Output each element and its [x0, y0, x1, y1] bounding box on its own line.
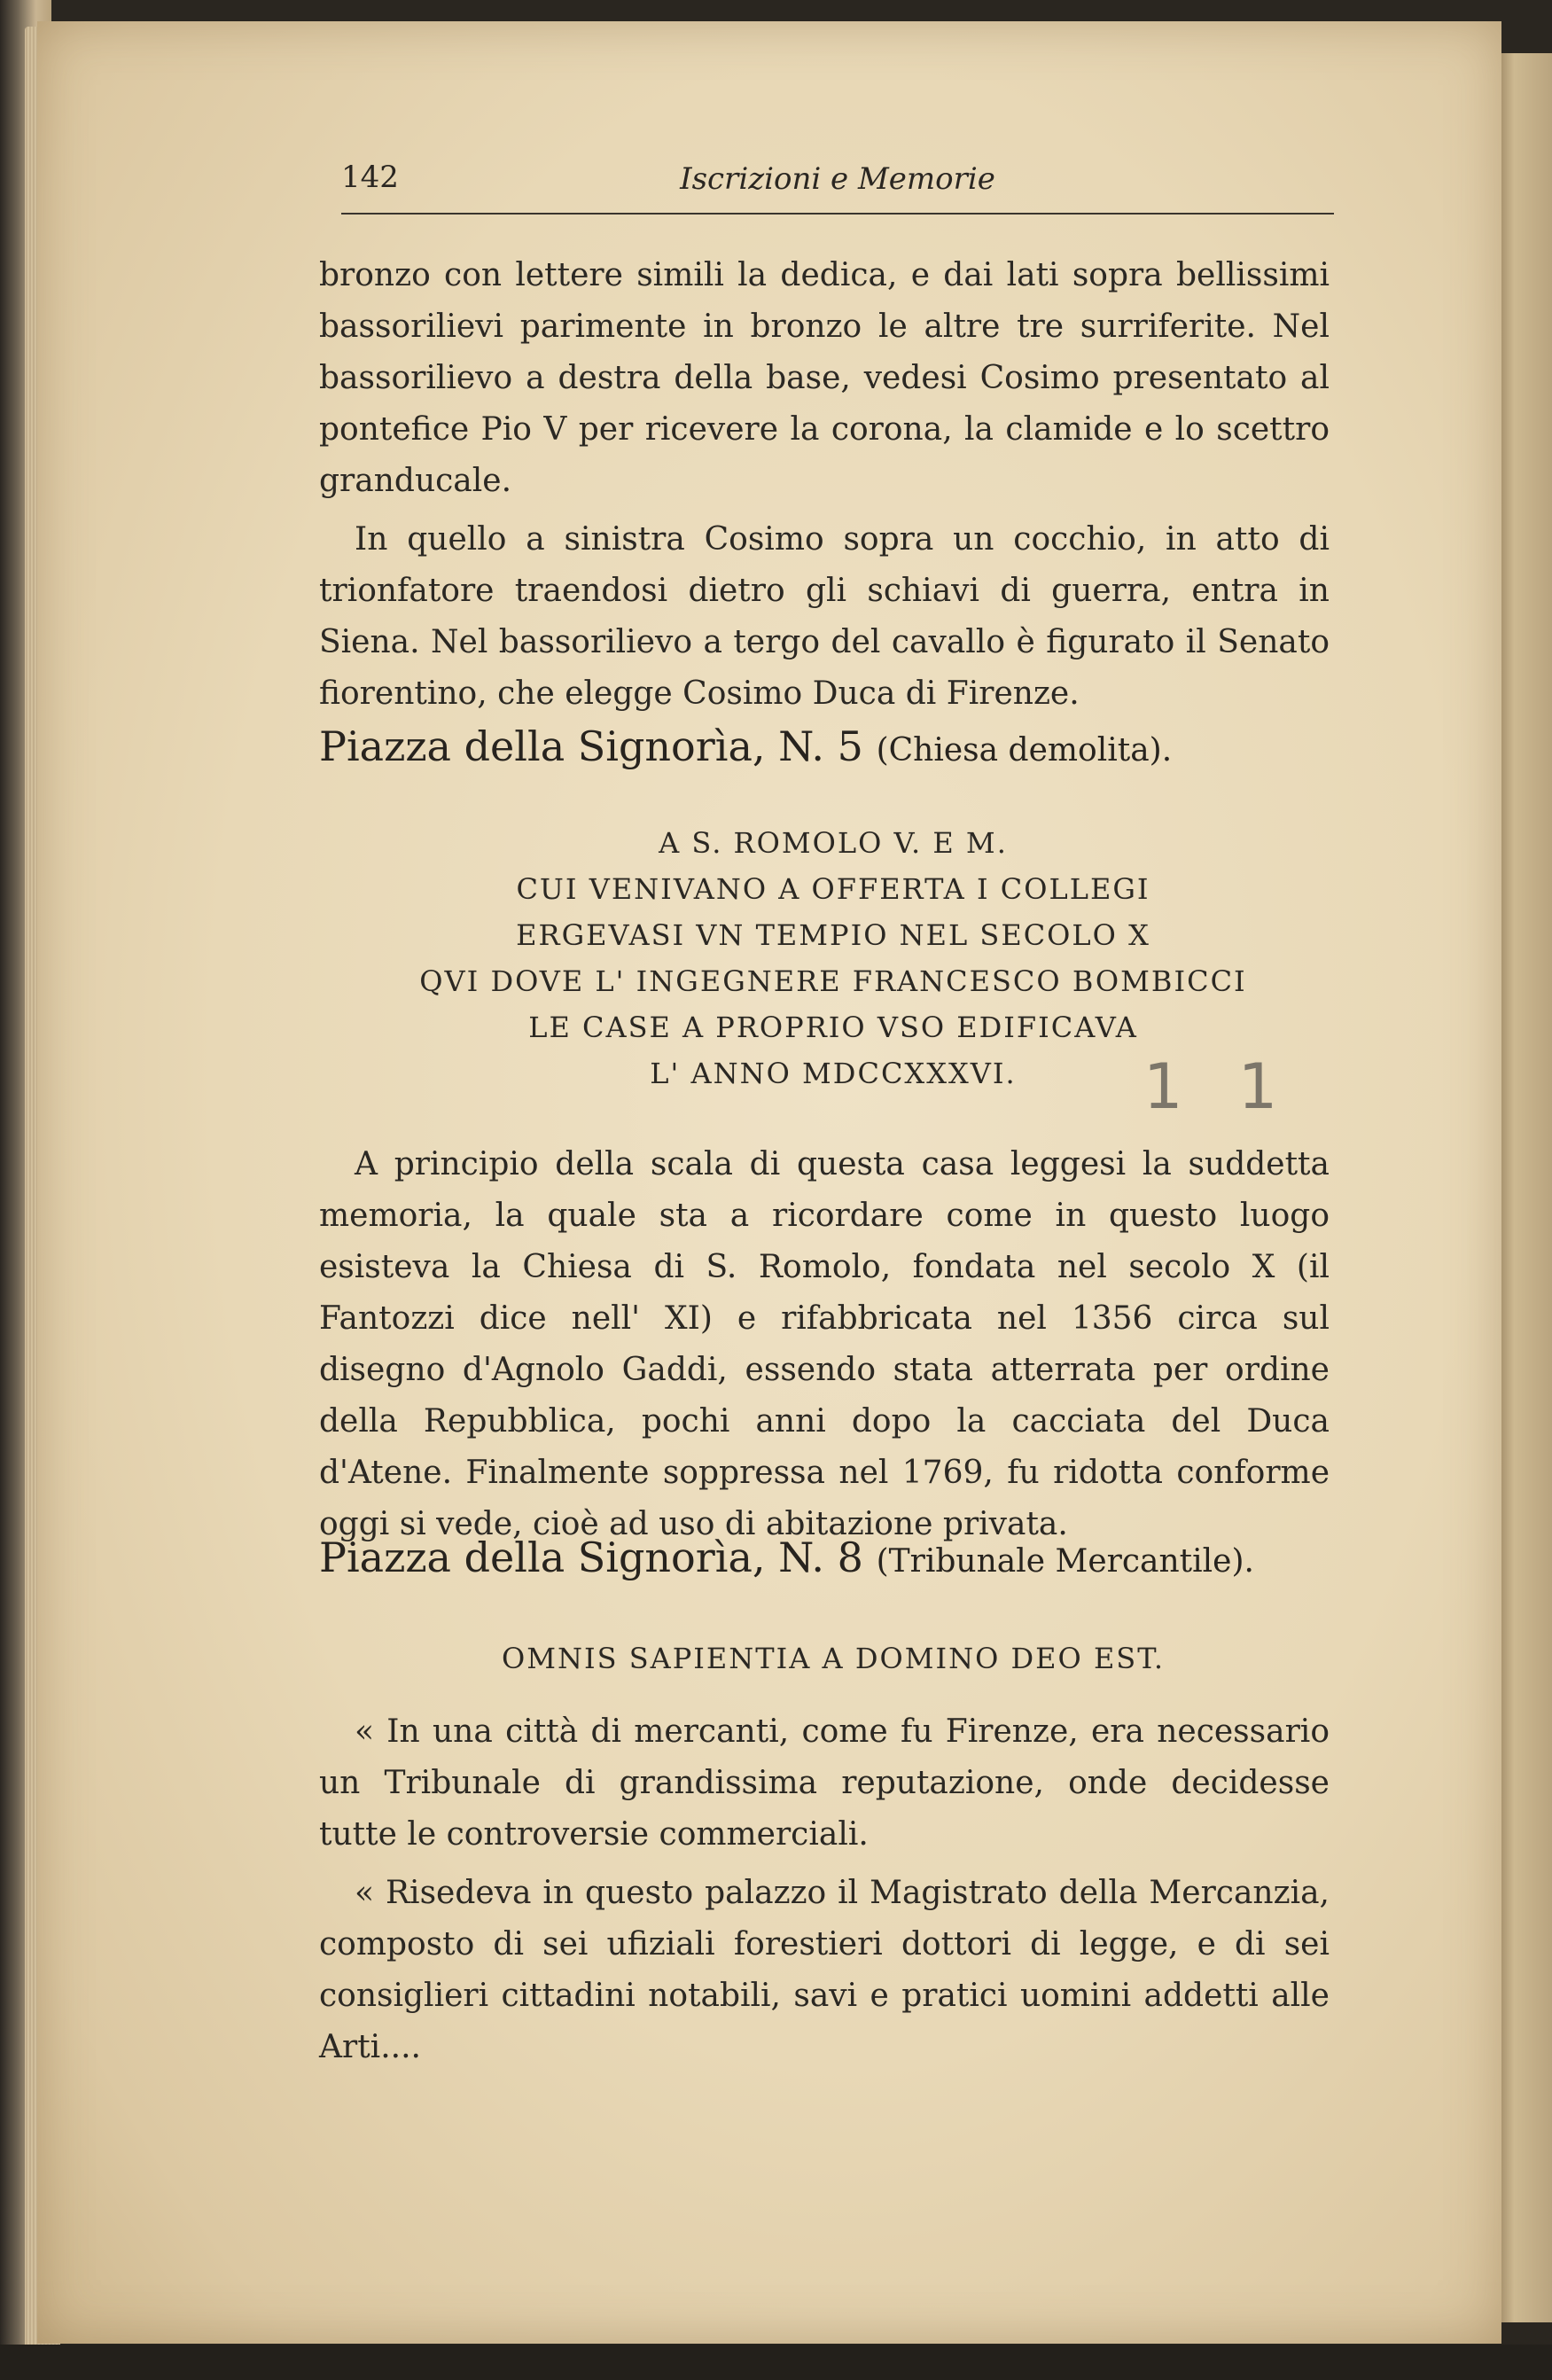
paragraph-3: A principio della scala di questa casa leggesi la suddetta memoria, la quale sta a ricordare come in questo luogo esisteva la Chiesa di S. Romolo, fondata nel secolo X (il Fantozzi dice nell' XI) e rifabbricata nel 1356 circa sul disegno d'Agnolo Gaddi, essendo stata atterrata per ordine della Repubblica, pochi anni dopo la cacciata del Duca d'Atene. Finalmente soppressa nel 1769, fu ridotta conforme oggi si vede, cioè ad uso di abitazione privata. [319, 1146, 1330, 1542]
paragraph-4: « In una città di mercanti, come fu Firenze, era necessario un Tribunale di grandissima reputazione, onde decidesse tutte le controversie commerciali. [319, 1713, 1330, 1853]
section-heading-n8 [319, 1533, 1347, 1581]
section-n5-text [319, 1139, 1330, 1550]
inscription-line: A S. ROMOLO V. E M. [659, 826, 1008, 860]
inscription-line: L' ANNO MDCCXXXVI. [650, 1057, 1017, 1090]
section-heading-n5-note: (Chiesa demolita). [876, 732, 1173, 769]
inscription-line: CUI VENIVANO A OFFERTA I COLLEGI [516, 872, 1150, 906]
section-n8-text [319, 1706, 1330, 2073]
section-heading-n8-note: (Tribunale Mercantile). [876, 1543, 1254, 1580]
page-number: 142 [341, 160, 399, 195]
section-heading-n8-title: Piazza della Signorìa, N. 8 [319, 1533, 863, 1581]
inscription-line: ERGEVASI VN TEMPIO NEL SECOLO X [516, 918, 1150, 952]
bottom-edge-shadow [0, 2345, 1552, 2380]
inscription-n8 [372, 1635, 1294, 1682]
pencil-annotation: 1 1 [1143, 1050, 1296, 1123]
page-header [341, 160, 1334, 215]
section-heading-n5 [319, 722, 1347, 770]
paragraph-1: bronzo con lettere simili la dedica, e dai lati sopra bellissimi bassorilievi parimente in bronzo le altre tre surriferite. Nel bassorilievo a destra della base, vedesi Cosimo presentato al pontefice Pio V per ricevere la corona, la clamide e lo scettro granducale. [319, 257, 1330, 499]
running-head: Iscrizioni e Memorie [680, 161, 995, 197]
inscription-line: OMNIS SAPIENTIA A DOMINO DEO EST. [501, 1642, 1166, 1675]
opening-text [319, 250, 1330, 720]
section-heading-n5-title: Piazza della Signorìa, N. 5 [319, 722, 863, 770]
paragraph-5: « Risedeva in questo palazzo il Magistrato della Mercanzia, composto di sei ufiziali forestieri dottori di legge, e di sei consiglieri cittadini notabili, savi e pratici uomini addetti alle Arti.... [319, 1875, 1330, 2065]
facing-page-edge [1498, 53, 1552, 2322]
paragraph-2: In quello a sinistra Cosimo sopra un cocchio, in atto di trionfatore traendosi dietro gli schiavi di guerra, entra in Siena. Nel bassorilievo a tergo del cavallo è figurato il Senato fiorentino, che elegge Cosimo Duca di Firenze. [319, 521, 1330, 712]
inscription-line: QVI DOVE L' INGEGNERE FRANCESCO BOMBICCI [419, 964, 1247, 998]
inscription-line: LE CASE A PROPRIO VSO EDIFICAVA [528, 1011, 1138, 1044]
